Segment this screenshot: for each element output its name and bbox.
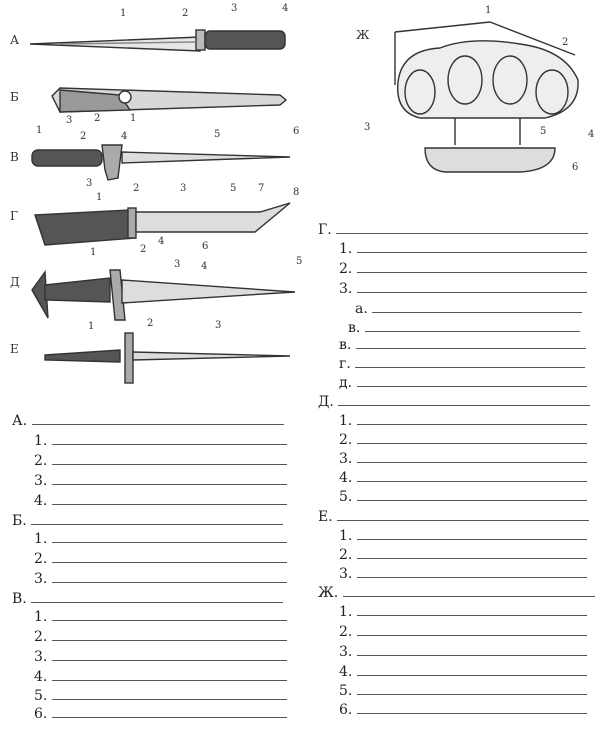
item-number: 2.: [339, 432, 353, 448]
figure-label-a: А: [10, 33, 20, 47]
item-number: 1.: [34, 531, 48, 547]
item-number: д.: [339, 375, 353, 391]
answer-line[interactable]: [34, 688, 287, 704]
answer-line[interactable]: [339, 683, 587, 699]
item-number: 3.: [339, 566, 353, 582]
section-title: Б.: [12, 513, 27, 529]
part-number: 2: [133, 183, 140, 194]
knife-b-drawing: [52, 88, 286, 112]
item-number: 3.: [34, 649, 48, 665]
answer-section-b: [12, 513, 283, 529]
figure-label-zh: Ж: [356, 28, 370, 42]
part-number: 5: [230, 183, 237, 194]
answer-line[interactable]: [339, 261, 587, 277]
part-number: 4: [121, 131, 128, 142]
knife-a-drawing: [30, 30, 285, 51]
answer-section-e: [318, 509, 589, 525]
answer-line[interactable]: [34, 493, 287, 509]
part-number: 1: [90, 247, 97, 258]
part-number: 3: [215, 320, 222, 331]
item-number: 1.: [339, 528, 353, 544]
knife-d-drawing: [32, 270, 295, 320]
item-number: 2.: [34, 629, 48, 645]
answer-line[interactable]: [355, 301, 582, 317]
part-number: 6: [293, 126, 300, 137]
section-title: Д.: [318, 394, 334, 410]
answer-section-d: [318, 394, 590, 410]
item-number: а.: [355, 301, 368, 317]
part-number: 4: [158, 236, 165, 247]
part-number: 4: [588, 129, 595, 140]
part-number: 5: [214, 129, 221, 140]
part-number: 1: [130, 113, 137, 124]
part-number: 3: [174, 259, 181, 270]
part-number: 1: [485, 5, 492, 16]
answer-line[interactable]: [339, 528, 587, 544]
part-number: 6: [572, 162, 579, 173]
section-title: Г.: [318, 222, 332, 238]
part-number: 3: [180, 183, 187, 194]
answer-line[interactable]: [348, 320, 580, 336]
item-number: 1.: [34, 433, 48, 449]
answer-line[interactable]: [34, 571, 287, 587]
item-number: в.: [339, 337, 352, 353]
part-number: 1: [36, 125, 43, 136]
answer-line[interactable]: [339, 702, 587, 718]
item-number: 3.: [339, 451, 353, 467]
section-title: А.: [12, 413, 28, 429]
part-number: 3: [231, 3, 238, 14]
answer-line[interactable]: [339, 547, 587, 563]
part-number: 1: [120, 8, 127, 19]
item-number: 6.: [34, 706, 48, 722]
knife-e-drawing: [45, 333, 290, 383]
answer-line[interactable]: [34, 669, 287, 685]
part-number: 8: [293, 187, 300, 198]
item-number: 4.: [339, 664, 353, 680]
part-number: 3: [364, 122, 371, 133]
answer-line[interactable]: [339, 566, 587, 582]
answer-line[interactable]: [339, 644, 587, 660]
section-title: В.: [12, 591, 27, 607]
answer-line[interactable]: [339, 604, 587, 620]
figure-label-b: Б: [10, 90, 19, 104]
item-number: 2.: [34, 551, 48, 567]
answer-section-g: [318, 222, 588, 238]
answer-line[interactable]: [34, 551, 287, 567]
part-number: 2: [147, 318, 154, 329]
part-number: 1: [96, 192, 103, 203]
section-title: Е.: [318, 509, 333, 525]
part-number: 5: [540, 126, 547, 137]
answer-line[interactable]: [339, 664, 587, 680]
answer-line[interactable]: [339, 241, 587, 257]
answer-section-zh: [318, 585, 595, 601]
item-number: в.: [348, 320, 361, 336]
answer-line[interactable]: [34, 473, 287, 489]
item-number: 5.: [34, 688, 48, 704]
answer-line[interactable]: [34, 629, 287, 645]
part-number: 5: [296, 256, 303, 267]
answer-line[interactable]: [339, 451, 587, 467]
section-title: Ж.: [318, 585, 339, 601]
answer-line[interactable]: [339, 624, 587, 640]
item-number: 5.: [339, 683, 353, 699]
item-number: 4.: [34, 493, 48, 509]
brass-knuckles-drawing: [395, 22, 578, 172]
answer-line[interactable]: [34, 531, 287, 547]
part-number: 3: [66, 115, 73, 126]
answer-line[interactable]: [339, 356, 585, 372]
part-number: 7: [258, 183, 265, 194]
item-number: 2.: [339, 547, 353, 563]
figure-label-e: Е: [10, 342, 19, 356]
part-number: 1: [88, 321, 95, 332]
item-number: 3.: [34, 473, 48, 489]
item-number: 3.: [339, 644, 353, 660]
answer-line[interactable]: [339, 337, 586, 353]
part-number: 6: [202, 241, 209, 252]
item-number: 3.: [339, 281, 353, 297]
answer-line[interactable]: [339, 281, 587, 297]
item-number: 1.: [34, 609, 48, 625]
answer-line[interactable]: [34, 453, 287, 469]
item-number: г.: [339, 356, 351, 372]
answer-line[interactable]: [339, 470, 587, 486]
knife-v-drawing: [32, 145, 290, 180]
part-number: 4: [201, 261, 208, 272]
item-number: 3.: [34, 571, 48, 587]
answer-line[interactable]: [34, 649, 287, 665]
answer-line[interactable]: [34, 609, 287, 625]
part-number: 2: [140, 244, 147, 255]
item-number: 6.: [339, 702, 353, 718]
item-number: 5.: [339, 489, 353, 505]
figure-label-v: В: [10, 150, 19, 164]
part-number: 2: [182, 8, 189, 19]
answer-line[interactable]: [339, 432, 587, 448]
item-number: 1.: [339, 413, 353, 429]
part-number: 2: [562, 37, 569, 48]
part-number: 2: [80, 131, 87, 142]
item-number: 4.: [339, 470, 353, 486]
item-number: 1.: [339, 604, 353, 620]
answer-line[interactable]: [339, 489, 587, 505]
part-number: 3: [86, 178, 93, 189]
answer-line[interactable]: [339, 375, 587, 391]
figure-label-g: Г: [10, 209, 18, 223]
item-number: 4.: [34, 669, 48, 685]
answer-line[interactable]: [339, 413, 587, 429]
part-number: 4: [282, 3, 289, 14]
answer-section-a: [12, 413, 284, 429]
item-number: 2.: [34, 453, 48, 469]
item-number: 2.: [339, 624, 353, 640]
item-number: 1.: [339, 241, 353, 257]
answer-section-v: [12, 591, 283, 607]
figure-label-d: Д: [10, 275, 20, 289]
item-number: 2.: [339, 261, 353, 277]
answer-line[interactable]: [34, 433, 287, 449]
answer-line[interactable]: [34, 706, 287, 722]
part-number: 2: [94, 113, 101, 124]
